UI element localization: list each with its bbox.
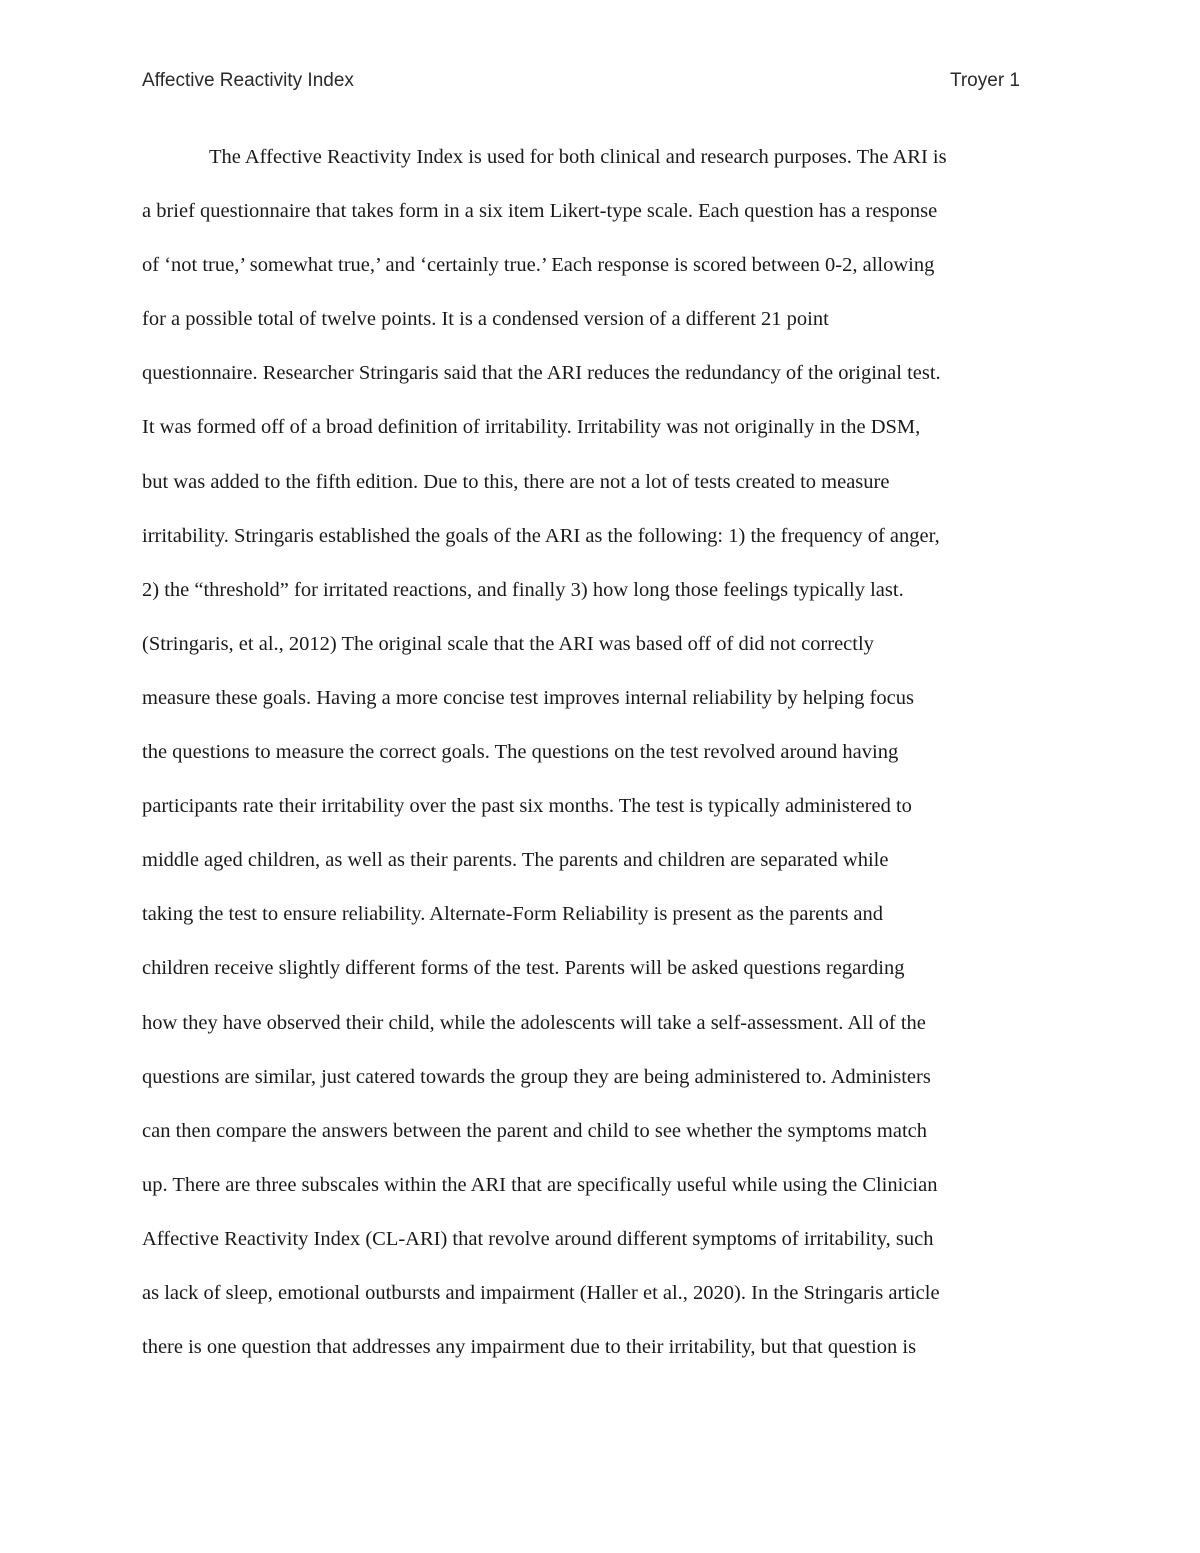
paragraph-line: as lack of sleep, emotional outbursts and impairment (Haller et al., 2020). In the Stringaris article <box>142 1281 940 1304</box>
paragraph-line: for a possible total of twelve points. It is a condensed version of a different 21 point <box>142 308 829 331</box>
paragraph-line: It was formed off of a broad definition of irritability. Irritability was not originally in the DSM, <box>142 416 921 439</box>
paragraph-line: questions are similar, just catered towards the group they are being administered to. Administers <box>142 1065 931 1088</box>
paragraph-line: can then compare the answers between the parent and child to see whether the symptoms match <box>142 1119 927 1142</box>
paragraph-line: participants rate their irritability over the past six months. The test is typically administered to <box>142 795 912 818</box>
paragraph-line: 2) the “threshold” for irritated reactions, and finally 3) how long those feelings typically last. <box>142 578 904 601</box>
body-paragraph <box>142 141 1072 1385</box>
paragraph-line: how they have observed their child, while the adolescents will take a self-assessment. All of the <box>142 1011 926 1034</box>
paragraph-line: children receive slightly different forms of the test. Parents will be asked questions regarding <box>142 957 905 980</box>
paragraph-line: there is one question that addresses any impairment due to their irritability, but that question is <box>142 1336 917 1359</box>
paragraph-line: (Stringaris, et al., 2012) The original scale that the ARI was based off of did not correctly <box>142 632 874 655</box>
paragraph-line: irritability. Stringaris established the goals of the ARI as the following: 1) the frequency of anger, <box>142 524 940 547</box>
paragraph-line: Affective Reactivity Index (CL-ARI) that revolve around different symptoms of irritability, such <box>142 1227 934 1250</box>
running-title: Affective Reactivity Index <box>142 70 354 91</box>
paragraph-line: of ‘not true,’ somewhat true,’ and ‘certainly true.’ Each response is scored between 0-2, allowing <box>142 254 935 277</box>
paragraph-line: middle aged children, as well as their parents. The parents and children are separated while <box>142 849 889 872</box>
paragraph-line: a brief questionnaire that takes form in a six item Likert-type scale. Each question has a response <box>142 200 938 223</box>
paragraph-line: the questions to measure the correct goals. The questions on the test revolved around having <box>142 741 899 764</box>
paragraph-line: but was added to the fifth edition. Due to this, there are not a lot of tests created to measure <box>142 470 890 493</box>
paragraph-line: taking the test to ensure reliability. Alternate-Form Reliability is present as the parents and <box>142 903 884 926</box>
paragraph-line: up. There are three subscales within the ARI that are specifically useful while using the Clinician <box>142 1173 938 1196</box>
page-header <box>142 70 1020 100</box>
page-number-label: Troyer 1 <box>949 70 1020 91</box>
paragraph-line: questionnaire. Researcher Stringaris said that the ARI reduces the redundancy of the original test. <box>142 362 941 385</box>
paragraph-line: measure these goals. Having a more concise test improves internal reliability by helping focus <box>142 686 914 709</box>
paragraph-line: The Affective Reactivity Index is used for both clinical and research purposes. The ARI is <box>209 146 947 168</box>
